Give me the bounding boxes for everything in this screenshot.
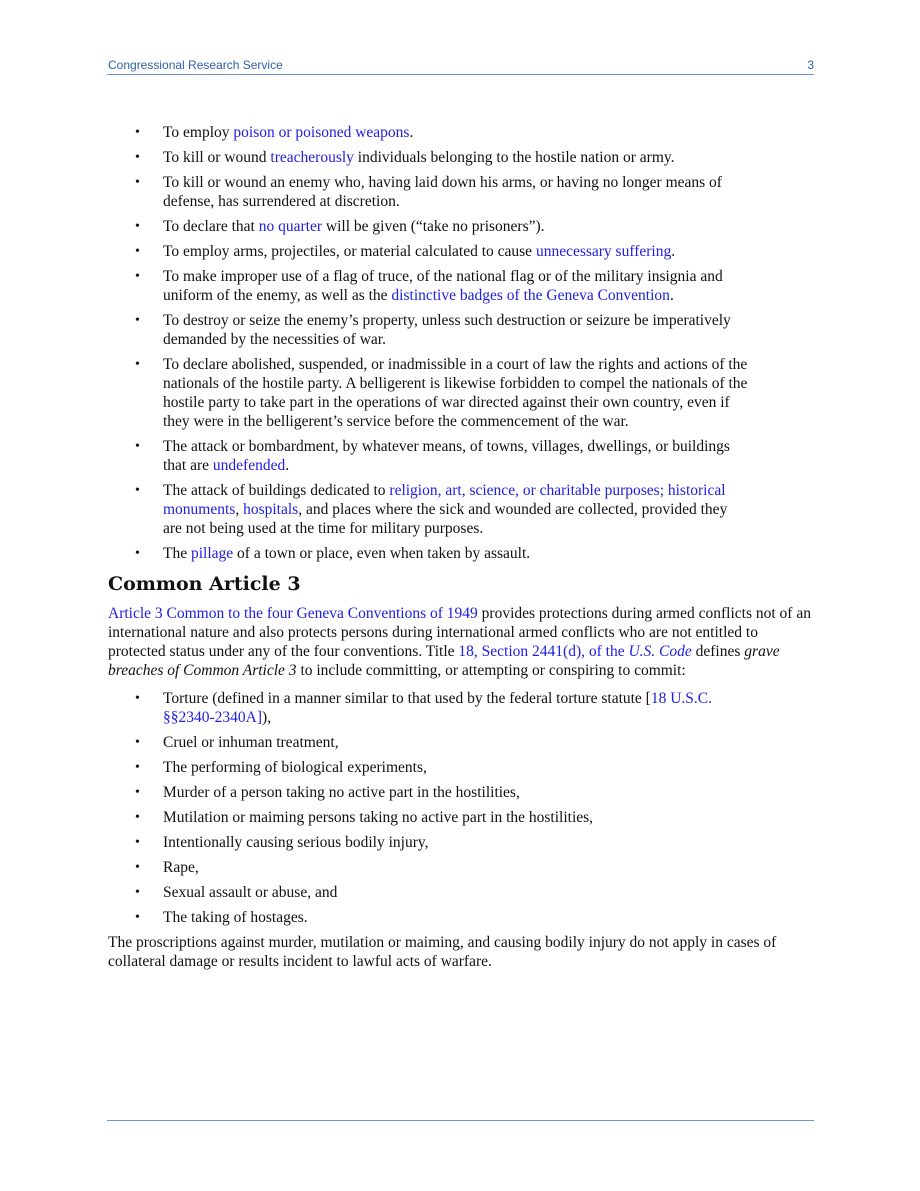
header-divider: [107, 74, 814, 75]
text-run: individuals belonging to the hostile nation or army.: [353, 149, 675, 166]
section-heading: Common Article 3: [108, 573, 301, 595]
text-run: To employ: [163, 124, 234, 141]
hyperlink[interactable]: no quarter: [258, 218, 323, 235]
footer-divider: [107, 1120, 814, 1121]
list-item: [108, 689, 814, 727]
hyperlink[interactable]: poison or poisoned weapons: [233, 124, 410, 141]
intro-paragraph: [108, 604, 814, 680]
text-run: ),: [262, 709, 272, 726]
hyperlink[interactable]: Article 3 Common to the four Geneva Conventions of 1949: [108, 605, 478, 622]
hyperlink[interactable]: 18 U.S.C. §§2340-2340A]: [163, 690, 713, 726]
list-item: [108, 758, 814, 777]
bullet-icon: •: [135, 910, 140, 925]
bullet-icon: •: [135, 735, 140, 750]
text-run: To kill or wound: [163, 149, 271, 166]
text-run: Mutilation or maiming persons taking no active part in the hostilities,: [163, 809, 594, 826]
text-run: .: [409, 124, 414, 141]
bullet-icon: •: [135, 760, 140, 775]
grave-breaches-list: [108, 689, 814, 927]
hyperlink[interactable]: pillage: [190, 545, 234, 562]
bullet-icon: •: [135, 483, 140, 498]
list-item: [108, 808, 814, 827]
list-item: [108, 148, 814, 167]
text-run: grave breaches of Common Article 3: [108, 643, 780, 679]
bullet-icon: •: [135, 150, 140, 165]
text-run: The: [163, 545, 191, 562]
hyperlink[interactable]: hospitals: [243, 501, 299, 518]
list-item: [108, 217, 814, 236]
text-run: Rape,: [163, 859, 199, 876]
hyperlink[interactable]: religion, art, science, or charitable purposes; historical monuments: [163, 482, 726, 518]
text-run: To declare that: [163, 218, 259, 235]
bullet-icon: •: [135, 835, 140, 850]
bullet-icon: •: [135, 785, 140, 800]
text-run: The attack of buildings dedicated to: [163, 482, 390, 499]
bullet-icon: •: [135, 175, 140, 190]
text-run: provides protections during armed conflicts not of an international nature and also protects persons during international armed conflicts who are not entitled to protected status under any of the four conventions. Title: [108, 605, 811, 660]
bullet-icon: •: [135, 546, 140, 561]
list-item: [108, 311, 814, 349]
prohibitions-list: [108, 123, 814, 563]
list-item: [108, 908, 814, 927]
bullet-icon: •: [135, 244, 140, 259]
bullet-icon: •: [135, 313, 140, 328]
text-run: The performing of biological experiments,: [163, 759, 427, 776]
text-run: The taking of hostages.: [163, 909, 308, 926]
list-item: [108, 437, 814, 475]
hyperlink[interactable]: 18, Section 2441(d), of the: [458, 643, 629, 660]
text-run: will be given (“take no prisoners”).: [322, 218, 545, 235]
hyperlink[interactable]: U.S. Code: [628, 643, 692, 660]
running-header: [108, 58, 814, 74]
bullet-icon: •: [135, 439, 140, 454]
list-item: [108, 783, 814, 802]
text-run: To make improper use of a flag of truce, of the national flag or of the military insignia and uniform of the enemy, as well as the: [163, 268, 723, 304]
list-item: [108, 481, 814, 538]
bullet-icon: •: [135, 125, 140, 140]
list-item: [108, 883, 814, 902]
text-run: Sexual assault or abuse, and: [163, 884, 338, 901]
text-run: , and places where the sick and wounded are collected, provided they are not being used at the time for military purposes.: [163, 501, 728, 537]
hyperlink[interactable]: distinctive badges of the Geneva Convention: [391, 287, 670, 304]
text-run: To employ arms, projectiles, or material calculated to cause: [163, 243, 536, 260]
page-number: 3: [807, 58, 814, 72]
bullet-icon: •: [135, 810, 140, 825]
text-run: Murder of a person taking no active part in the hostilities,: [163, 784, 520, 801]
hyperlink[interactable]: undefended: [212, 457, 286, 474]
list-item: [108, 173, 814, 211]
text-run: to include committing, or attempting or conspiring to commit:: [296, 662, 686, 679]
text-run: The attack or bombardment, by whatever means, of towns, villages, dwellings, or buildings that are: [163, 438, 730, 474]
text-run: Intentionally causing serious bodily injury,: [163, 834, 429, 851]
bullet-icon: •: [135, 269, 140, 284]
list-item: [108, 833, 814, 852]
hyperlink[interactable]: unnecessary suffering: [535, 243, 672, 260]
text-run: Cruel or inhuman treatment,: [163, 734, 339, 751]
document-body: [108, 123, 814, 980]
list-item: [108, 242, 814, 261]
text-run: To kill or wound an enemy who, having laid down his arms, or having no longer means of defense, has surrendered at discretion.: [163, 174, 722, 210]
text-run: ,: [235, 501, 244, 518]
text-run: of a town or place, even when taken by assault.: [233, 545, 531, 562]
closing-paragraph: The proscriptions against murder, mutilation or maiming, and causing bodily injury do not apply in cases of collateral damage or results incident to lawful acts of warfare.: [108, 934, 777, 970]
bullet-icon: •: [135, 691, 140, 706]
bullet-icon: •: [135, 860, 140, 875]
list-item: [108, 858, 814, 877]
list-item: [108, 733, 814, 752]
list-item: [108, 267, 814, 305]
text-run: .: [671, 243, 676, 260]
text-run: To destroy or seize the enemy’s property, unless such destruction or seizure be imperatively demanded by the necessities of war.: [163, 312, 731, 348]
bullet-icon: •: [135, 885, 140, 900]
list-item: [108, 544, 814, 563]
bullet-icon: •: [135, 357, 140, 372]
list-item: [108, 123, 814, 142]
text-run: Torture (defined in a manner similar to that used by the federal torture statute [: [163, 690, 651, 707]
header-organization: Congressional Research Service: [108, 58, 283, 72]
text-run: .: [285, 457, 290, 474]
text-run: To declare abolished, suspended, or inadmissible in a court of law the rights and actions of the nationals of the hostile party. A belligerent is likewise forbidden to compel the nationals of the hostile party to take part in the operations of war directed against their own country, even if they were in the belligerent’s service before the commencement of the war.: [163, 356, 748, 430]
text-run: .: [669, 287, 674, 304]
bullet-icon: •: [135, 219, 140, 234]
text-run: defines: [691, 643, 745, 660]
hyperlink[interactable]: treacherously: [270, 149, 354, 166]
list-item: [108, 355, 814, 431]
